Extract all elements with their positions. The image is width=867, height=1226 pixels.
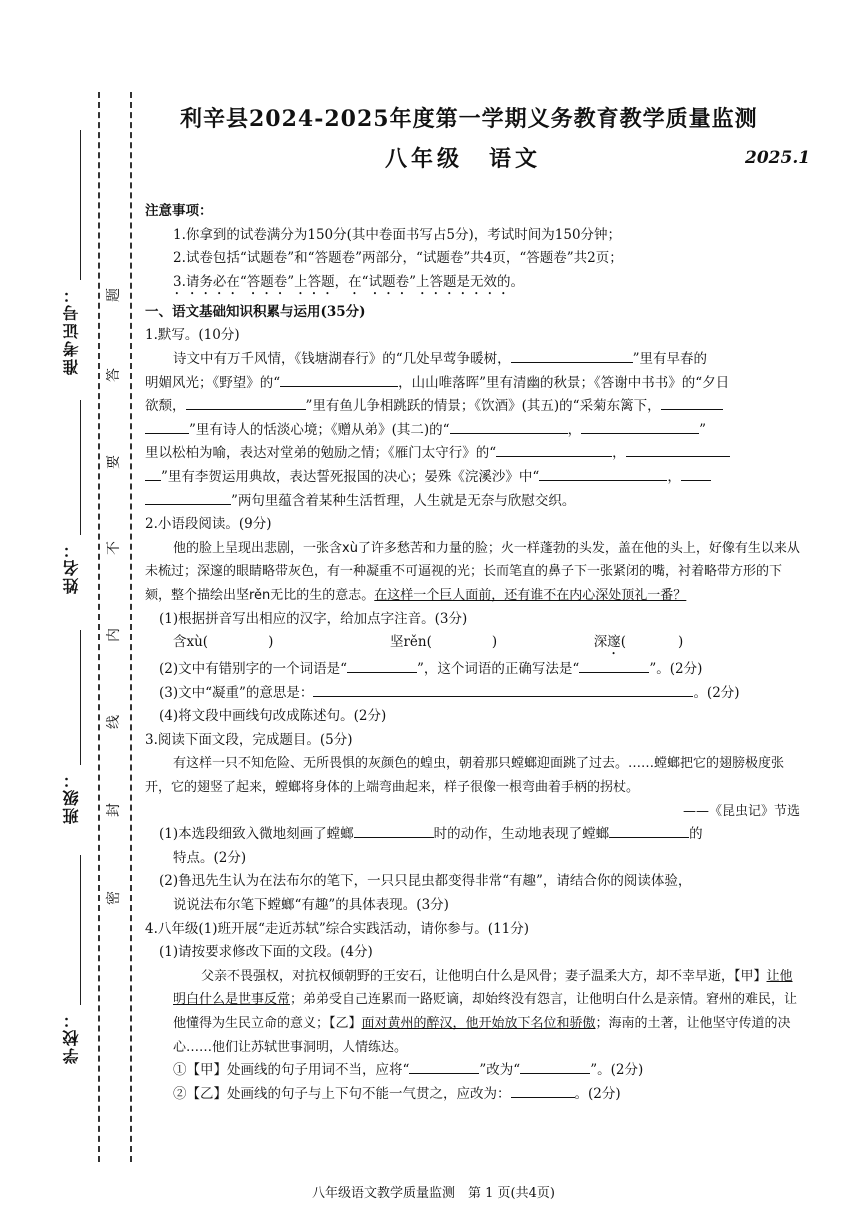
q4-underlined-jia: 让他明白什么是世事反常: [173, 968, 793, 1008]
q3-source: ——《昆虫记》节选: [682, 803, 800, 819]
sub-question-answers: 含xù( ) 坚rěn( ) 深邃( ): [173, 634, 684, 651]
answer-blank[interactable]: [661, 395, 723, 410]
seal-char: 密: [106, 891, 122, 905]
seal-char: 不: [106, 541, 122, 555]
answer-blank[interactable]: [280, 372, 398, 387]
school-blank[interactable]: [80, 855, 81, 1005]
seal-char: 线: [106, 715, 122, 729]
answer-blank[interactable]: [511, 348, 633, 363]
question-title: 1.默写。(10分): [145, 327, 240, 344]
q1-line: 诗文中有万千风情，《钱塘湖春行》的“几处早莺争暖树， ”里有早春的: [145, 348, 800, 372]
side-label-class: 班级：: [62, 770, 81, 824]
seal-char: 答: [106, 368, 122, 382]
answer-blank[interactable]: [145, 490, 231, 505]
q1-line: ”里有诗人的恬淡心境；《赠从弟》(其二)的“ ， ”: [145, 419, 800, 443]
sub-question: (2)文中有错别字的一个词语是“ ”，这个词语的正确写法是“ ”。(2分): [145, 658, 800, 682]
binding-dashed-line-inner: [130, 92, 132, 1162]
answer-blank[interactable]: [579, 658, 649, 673]
side-label-exam-id: 准考证号：: [62, 285, 81, 375]
q4-underlined-yi: 面对黄州的醉汉，他开始放下名位和骄傲: [361, 1016, 596, 1031]
answer-blank[interactable]: [347, 658, 417, 673]
notice-item: 1.你拿到的试卷满分为150分(其中卷面书写占5分)，考试时间为150分钟；: [173, 226, 622, 243]
q1-line: ”两句里蕴含着某种生活哲理，人生就是无奈与欣慰交织。: [145, 490, 800, 514]
sub-question-cont: 说说法布尔笔下螳螂“有趣”的具体表现。(3分): [173, 897, 449, 914]
question-title: 2.小语段阅读。(9分): [145, 516, 272, 533]
sub-question: (1)根据拼音写出相应的汉字，给加点字注音。(3分): [159, 610, 468, 627]
answer-blank[interactable]: [496, 442, 612, 457]
page-footer: 八年级语文教学质量监测 第 1 页(共4页): [312, 1186, 555, 1201]
answer-blank[interactable]: [409, 1059, 479, 1074]
answer-blank[interactable]: [681, 466, 711, 481]
exam-content: [145, 200, 800, 1106]
exam-date: 2025.1: [745, 148, 811, 168]
q4-passage: 父亲不畏强权，对抗权倾朝野的王安石，让他明白什么是风骨；妻子温柔大方，却不幸早逝，【甲】让他明白什么是世事反常；弟弟受自己连累而一路贬谪，却始终没有怨言，让他明白什么是亲情。窘州的难民，让他懂得为生民立命的意义；【乙】面对黄州的醉汉，他开始放下名位和骄傲；海南的土著，让他坚守传道的决心……他们让苏轼世事洞明，人情练达。: [173, 968, 798, 1055]
exam-subtitle: 八年级 语文: [385, 146, 542, 172]
sub-question: (1)请按要求修改下面的文段。(4分): [159, 944, 373, 961]
q1-line: ”里有李贺运用典故，表达誓死报国的决心；晏殊《浣溪沙》中“ ，: [145, 466, 800, 490]
sub-question: (4)将文段中画线句改成陈述句。(2分): [159, 708, 387, 725]
q1-line: 明媚风光；《野望》的“ ，山山唯落晖”里有清幽的秋景；《答谢中书书》的“夕日: [145, 372, 800, 396]
sub-question-cont: 特点。(2分): [173, 849, 247, 866]
exam-id-blank[interactable]: [80, 130, 81, 280]
q2-underlined-sentence: 在这样一个巨人面前，还有谁不在内心深处顶礼一番？: [374, 587, 687, 603]
question-title: 4.八年级(1)班开展“走近苏轼”综合实践活动，请你参与。(11分): [145, 920, 530, 937]
answer-blank[interactable]: [145, 466, 161, 481]
answer-blank[interactable]: [313, 682, 693, 697]
notice-item: 2.试卷包括“试题卷”和“答题卷”两部分，“试题卷”共4页，“答题卷”共2页；: [173, 250, 623, 267]
side-label-school: 学校：: [62, 1010, 81, 1064]
sub-question: (2)鲁迅先生认为在法布尔的笔下，一只只昆虫都变得非常“有趣”，请结合你的阅读体验，: [159, 873, 692, 890]
answer-blank[interactable]: [626, 442, 730, 457]
answer-blank[interactable]: [511, 1083, 575, 1098]
q1-line: 里以松柏为喻，表达对堂弟的勉励之情；《雁门太守行》的“ ，: [145, 442, 800, 466]
answer-blank[interactable]: [539, 466, 667, 481]
side-label-name: 姓名：: [62, 540, 81, 594]
answer-blank[interactable]: [520, 1059, 590, 1074]
name-blank[interactable]: [80, 400, 81, 535]
answer-blank[interactable]: [450, 419, 568, 434]
notice-item: 3.请务必在“答题卷”上答题，在“试题卷”上答题是无效的。: [173, 273, 524, 290]
class-blank[interactable]: [80, 630, 81, 765]
q1-line: 欲颓， ”里有鱼儿争相跳跃的情景；《饮酒》(其五)的“采菊东篱下，: [145, 395, 800, 419]
answer-blank[interactable]: [609, 823, 689, 838]
section-heading: 一、语文基础知识积累与运用(35分): [145, 303, 366, 320]
answer-blank[interactable]: [354, 823, 434, 838]
answer-blank[interactable]: [186, 395, 306, 410]
sub-question: (3)文中“凝重”的意思是： 。(2分): [145, 682, 800, 706]
seal-char: 题: [106, 288, 122, 302]
answer-blank[interactable]: [145, 419, 189, 434]
answer-blank[interactable]: [581, 419, 699, 434]
q2-passage: 他的脸上呈现出悲剧，一张含xù了许多愁苦和力量的脸；火一样蓬勃的头发，盖在他的头上，好像有生以来从未梳过；深邃的眼睛略带灰色，有一种凝重不可逼视的光；长而笔直的鼻子下一张紧闭的嘴，衬着略带方形的下颏，整个描绘出坚rěn无比的生的意志。在这样一个巨人面前，还有谁不在内心深处顶礼一番？: [145, 540, 800, 603]
exam-title: 利辛县2024-2025年度第一学期义务教育教学质量监测: [180, 106, 758, 132]
notice-heading: 注意事项：: [145, 203, 213, 219]
sub-question: (1)本选段细致入微地刻画了螳螂 时的动作，生动地表现了螳螂 的: [145, 823, 800, 847]
binding-dashed-line-outer: [98, 92, 100, 1162]
sub-question: ①【甲】处画线的句子用词不当，应将“ ”改为“ ”。(2分): [145, 1059, 800, 1083]
seal-char: 封: [106, 803, 122, 817]
sub-question: ②【乙】处画线的句子与上下句不能一气贯之，应改为： 。(2分): [145, 1083, 800, 1107]
seal-char: 内: [106, 628, 122, 642]
seal-char: 要: [106, 455, 122, 469]
question-title: 3.阅读下面文段，完成题目。(5分): [145, 731, 353, 748]
q3-passage: 有这样一只不知危险、无所畏惧的灰颜色的蝗虫，朝着那只螳螂迎面跳了过去。……螳螂把它的翅膀极度张开，它的翅竖了起来，螳螂将身体的上端弯曲起来，样子很像一根弯曲着手柄的拐杖。: [145, 756, 785, 796]
